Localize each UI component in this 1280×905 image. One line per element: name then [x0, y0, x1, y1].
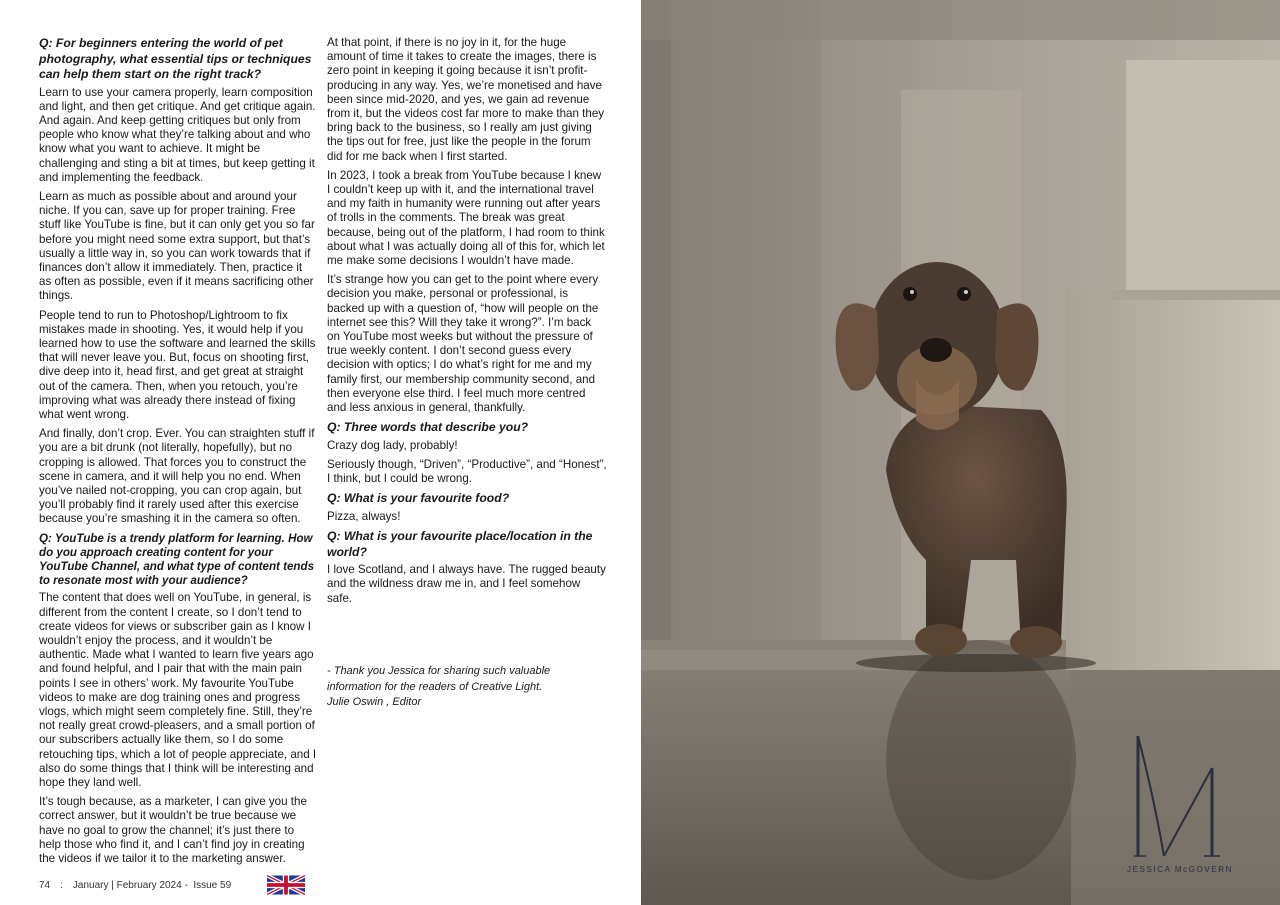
answer-paragraph: People tend to run to Photoshop/Lightroom to fix mistakes made in shooting. Yes, it would help if you learned how to use the software and learned the skills that will never leave you. But, focus on shooting first, dive deep into it, head first, and get great at straight out of the camera. Then, when you retouch, you’re improving what was already there instead of fixing what went wrong. — [39, 308, 316, 421]
answer-paragraph: It’s strange how you can get to the point where every decision you make, personal or professional, is backed up with a question of, “how will people on the internet see this? Will they take it wrong?”. I’m back on YouTube most weeks but without the pressure of true weekly content. I don’t second guess every decision with optics; I do what’s right for me and my family first, our membership community second, and then everyone else third. I feel much more centred and less anxious in general, thankfully. — [327, 273, 599, 415]
editor-signoff — [327, 664, 607, 711]
article-column-1 — [39, 36, 317, 871]
page-number: 74 — [39, 879, 51, 891]
answer-paragraph: Seriously though, “Driven”, “Productive”, and “Honest”, I think, but I could be wrong. — [327, 457, 607, 486]
editor-signature: Julie Oswin , Editor — [327, 696, 422, 708]
question-youtube: Q: YouTube is a trendy platform for learning. How do you approach creating content for your YouTube Channel, and what type of content tends to resonate most with your audience? — [39, 531, 315, 588]
logo-name: JESSICA McGOVERN — [1126, 865, 1234, 874]
thanks-note: - Thank you Jessica for sharing such valuable information for the readers of Creative Light. — [327, 665, 551, 693]
uk-flag-icon — [267, 875, 305, 895]
answer-paragraph: Crazy dog lady, probably! — [327, 438, 458, 452]
question-beginners: Q: For beginners entering the world of pet photography, what essential tips or techniques can help them start on the right track? — [39, 36, 312, 81]
article-column-2 — [327, 36, 607, 611]
issue-label: January | February 2024 - Issue 59 — [72, 879, 232, 891]
answer-paragraph: Pizza, always! — [327, 509, 401, 523]
answer-paragraph: It’s tough because, as a marketer, I can give you the correct answer, but it wouldn’t be true because we have no goal to grow the channel; it’s just there to help those who find it, and I can’t find joy in creating the videos if we tailor it to the marketing answer. — [39, 795, 307, 866]
answer-paragraph: And finally, don’t crop. Ever. You can straighten stuff if you are a bit drunk (not literally, hopefully), but no cropping is allowed. That forces you to construct the scene in camera, and it will help you no end. When you’ve nailed not-cropping, you can crop again, but you’ll probably find it rarely used after this exercise because you’re smashing it in the camera so often. — [39, 427, 315, 526]
answer-paragraph: At that point, if there is no joy in it, for the huge amount of time it takes to create the images, there is zero point in keeping it going because it isn’t profit-producing in any way. Yes, we’re monetised and have been since mid-2020, and yes, we gain ad revenue from it, but the videos cost far more to make than they bring back to the business, so I really am just giving the tips out for free, just like the people in the forum did for me back when I first started. — [327, 36, 605, 163]
answer-paragraph: The content that does well on YouTube, in general, is different from the content I create, so I don’t tend to create videos for views or subscriber gain as I know I wouldn’t enjoy the process, and it wouldn’t be authentic. Made what I wanted to learn five years ago and found helpful, and I pair that with the main pain points I see in others’ work. My favourite YouTube videos to make are dog training ones and progress vlogs, which might seem completely fine. Still, they’re not really great crowd-pleasers, and a small portion of our subscribers actually like them, so I do some retouching tips, which a lot of people appreciate, and I also do some things that I think will be interesting and hope they land well. — [39, 591, 317, 790]
question-favourite-food: Q: What is your favourite food? — [327, 491, 510, 506]
answer-paragraph: Learn to use your camera properly, learn composition and light, and then get critique. And get critique again. And again. And keep getting critiques but only from people who know what they’re talking about and who know what you want to achieve. It might be challenging and sting a bit at times, but keep getting it and implementing the feedback. — [39, 85, 316, 184]
question-favourite-place: Q: What is your favourite place/location in the world? — [327, 529, 593, 559]
question-three-words: Q: Three words that describe you? — [327, 420, 529, 435]
answer-paragraph: In 2023, I took a break from YouTube because I knew I couldn’t keep up with it, and the international travel and my faith in humanity were running out after years of trolls in the comments. The break was great because, being out of the platform, I had room to think about what I was actually doing all of this for, which let me make some decisions I wouldn’t have made. — [327, 168, 605, 268]
footer-separator: : — [60, 879, 63, 891]
page-footer — [39, 875, 305, 895]
jessica-mcgovern-logo — [1124, 728, 1234, 878]
answer-paragraph: I love Scotland, and I always have. The rugged beauty and the wildness draw me in, and I feel somehow safe. — [327, 563, 606, 605]
answer-paragraph: Learn as much as possible about and around your niche. If you can, save up for proper training. Free stuff like YouTube is fine, but it can only get you so far before you might need some extra support, but that’s usually a little way in, so you can work towards that if finances don’t allow it immediately. Then, practice it as often as possible, even if it means sacrificing other things. — [39, 189, 315, 303]
